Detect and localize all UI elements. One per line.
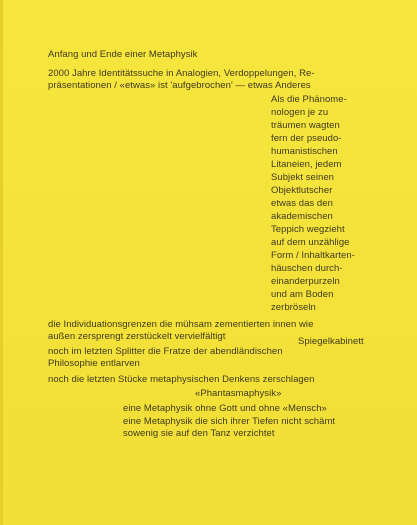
column-line: Subjekt seinen — [271, 172, 335, 183]
column-line: Teppich wegzieht — [271, 224, 345, 235]
column-line: nologen je zu — [271, 107, 329, 118]
text-line: eine Metaphysik die sich ihrer Tiefen nicht schämt — [123, 416, 336, 427]
column-line: träumen wagten — [271, 120, 340, 131]
text-line: eine Metaphysik ohne Gott und ohne «Mensch» — [123, 403, 327, 414]
column-line: und am Boden — [271, 289, 334, 300]
column-line: Als die Phänome- — [271, 94, 347, 105]
text-line: Philosophie entlarven — [48, 358, 140, 369]
column-line: Form / Inhaltkarten- — [271, 250, 355, 261]
page-edge — [0, 0, 3, 525]
column-line: einanderpurzeln — [271, 276, 340, 287]
column-line: humanistischen — [271, 146, 338, 157]
text-line: 2000 Jahre Identitätssuche in Analogien, Verdoppelungen, Re- — [48, 68, 315, 79]
text-line: außen zersprengt zerstückelt vervielfältigt — [48, 331, 226, 342]
text-line: Spiegelkabinett — [298, 336, 364, 347]
column-line: etwas das den — [271, 198, 333, 209]
column-line: häuschen durch- — [271, 263, 343, 274]
text-line: noch die letzten Stücke metaphysischen Denkens zerschlagen — [48, 374, 315, 385]
column-line: Litaneien, jedem — [271, 159, 342, 170]
text-line: noch im letzten Splitter die Fratze der abendländischen — [48, 346, 283, 357]
column-line: Objektlutscher — [271, 185, 333, 196]
text-line: sowenig sie auf den Tanz verzichtet — [123, 428, 275, 439]
text-line: präsentationen / «etwas» ist 'aufgebrochen' — etwas Anderes — [48, 80, 311, 91]
column-line: zerbröseln — [271, 302, 316, 313]
text-line-title: Anfang und Ende einer Metaphysik — [48, 49, 198, 60]
text-line: die Individuationsgrenzen die mühsam zementierten innen wie — [48, 319, 314, 330]
column-line: fern der pseudo- — [271, 133, 342, 144]
column-line: auf dem unzählige — [271, 237, 350, 248]
text-line: «Phantasmaphysik» — [195, 388, 282, 399]
column-line: akademischen — [271, 211, 333, 222]
